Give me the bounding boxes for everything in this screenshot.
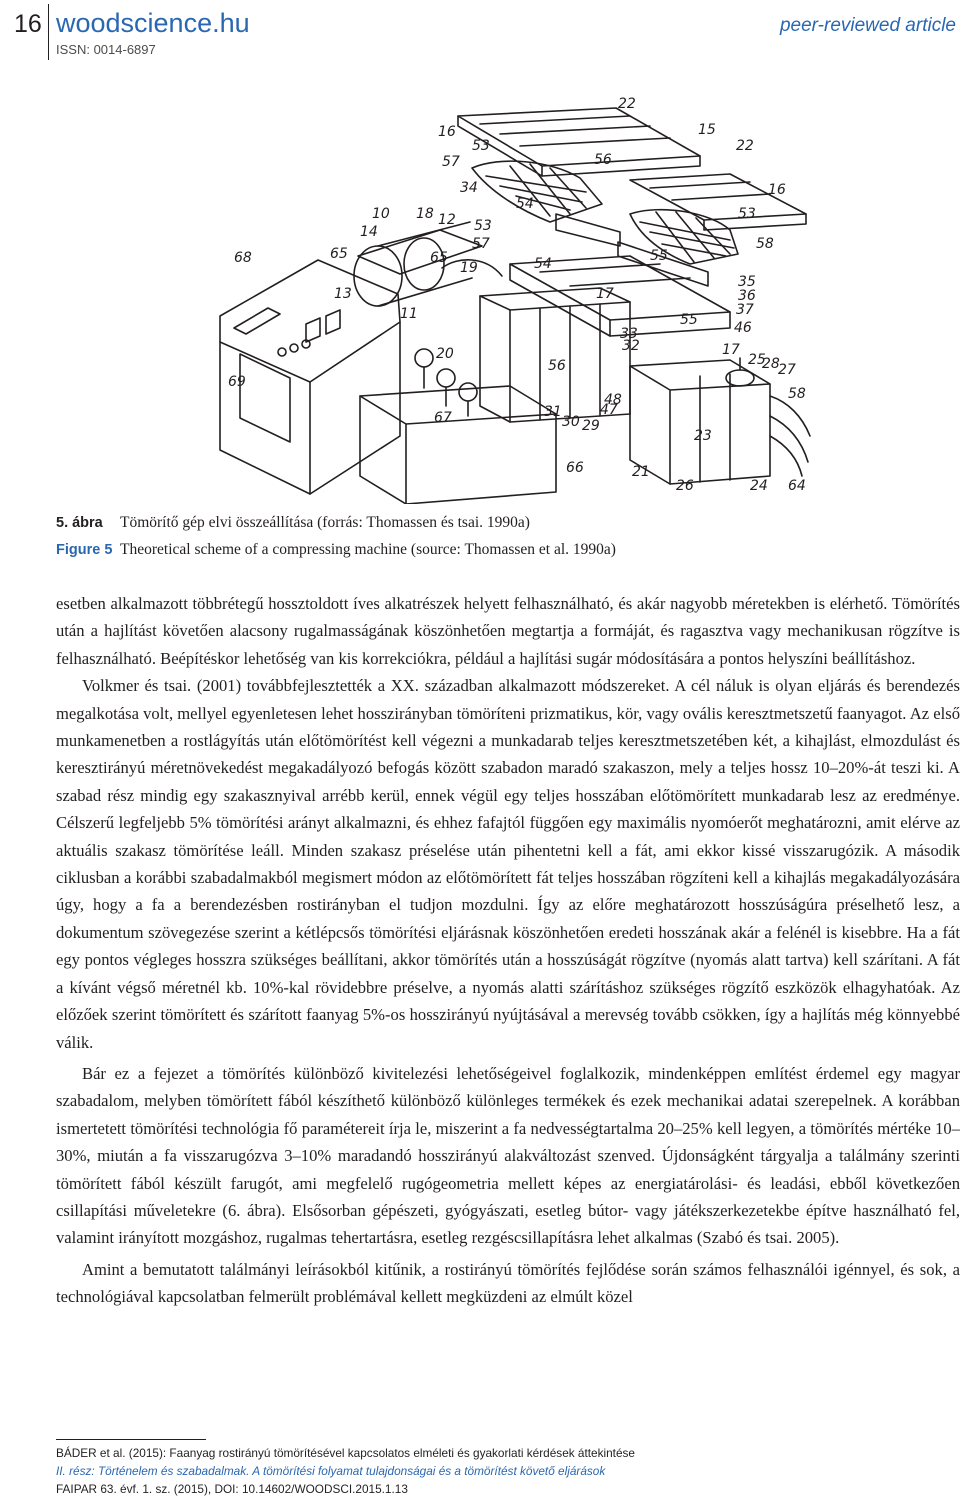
part-label: 57 bbox=[472, 236, 490, 252]
figure-label-hu: 5. ábra bbox=[56, 515, 103, 531]
page-header bbox=[0, 0, 960, 60]
part-label: 27 bbox=[778, 362, 796, 378]
part-label: 55 bbox=[680, 312, 698, 328]
footer-doi[interactable]: FAIPAR 63. évf. 1. sz. (2015), DOI: 10.14602/WOODSCI.2015.1.13 bbox=[56, 1482, 408, 1496]
part-label: 53 bbox=[738, 206, 756, 222]
part-label: 67 bbox=[434, 410, 452, 426]
figure-text-hu: Tömörítő gép elvi összeállítása (forrás: Thomassen és tsai. 1990a) bbox=[120, 514, 530, 531]
part-label: 30 bbox=[562, 414, 580, 430]
part-label: 17 bbox=[722, 342, 740, 358]
part-label: 14 bbox=[360, 224, 378, 240]
part-label: 29 bbox=[582, 418, 600, 434]
part-label: 68 bbox=[234, 250, 252, 266]
part-label: 47 bbox=[600, 402, 618, 418]
part-label: 12 bbox=[438, 212, 456, 228]
part-label: 25 bbox=[748, 352, 766, 368]
part-label: 55 bbox=[650, 248, 668, 264]
part-label: 22 bbox=[618, 96, 636, 112]
part-label: 16 bbox=[768, 182, 786, 198]
part-label: 10 bbox=[372, 206, 390, 222]
figure-caption-hu bbox=[56, 514, 530, 532]
part-label: 56 bbox=[548, 358, 566, 374]
part-label: 32 bbox=[622, 338, 640, 354]
part-label: 46 bbox=[734, 320, 752, 336]
part-label: 19 bbox=[460, 260, 478, 276]
part-label: 54 bbox=[534, 256, 552, 272]
part-label: 69 bbox=[228, 374, 246, 390]
part-label: 22 bbox=[736, 138, 754, 154]
part-label: 66 bbox=[566, 460, 584, 476]
part-label: 24 bbox=[750, 478, 768, 494]
page-number: 16 bbox=[14, 10, 42, 38]
part-label: 31 bbox=[544, 404, 562, 420]
part-label: 53 bbox=[474, 218, 492, 234]
part-label: 16 bbox=[438, 124, 456, 140]
part-label: 33 bbox=[620, 326, 638, 342]
part-label: 26 bbox=[676, 478, 694, 494]
body-text bbox=[56, 590, 960, 1311]
part-label: 18 bbox=[416, 206, 434, 222]
part-label: 37 bbox=[736, 302, 754, 318]
figure-label-en: Figure 5 bbox=[56, 542, 113, 558]
footer-part-title: II. rész: Történelem és szabadalmak. A tömörítési folyamat tulajdonságai és a tömörítést követő eljárások bbox=[56, 1464, 606, 1478]
part-label: 48 bbox=[604, 392, 622, 408]
part-label: 34 bbox=[460, 180, 478, 196]
part-label: 17 bbox=[596, 286, 614, 302]
part-label: 53 bbox=[472, 138, 490, 154]
part-label: 35 bbox=[738, 274, 756, 290]
part-label: 20 bbox=[436, 346, 454, 362]
part-label: 21 bbox=[632, 464, 650, 480]
part-label: 15 bbox=[698, 122, 716, 138]
part-label: 56 bbox=[594, 152, 612, 168]
footer-divider bbox=[56, 1439, 206, 1440]
paragraph-3: Bár ez a fejezet a tömörítés különböző kivitelezési lehetőségeivel foglalkozik, mindenképpen említést érdemel egy magyar szabadalom, melyben tömörített fából készíthető különböző különleges termékek és ezek mechanikai adatai szerepelnek. A korábban ismertetett tömörítési technológia fő paramétereit írja le, miszerint a fa nedvességtartalma 20–25% kell legyen, a tömörítés mértéke 10–30%, miután a fa visszarugózva 3–10% maradandó hosszirányú alakváltozást szenved. Újdonságként tárgyalja a találmány szerinti tömörített fából készült farugót, ami megfelelő rugógeometria mellett képes az energiatárolási- és leadási, ebből következően csillapítási műveletekre (6. ábra). Elsősorban gépészeti, gyógyászati, esetleg bútor- vagy játékszerkezetekbe építve használható fel, valamint irányított mozgáshoz, rugalmas tehertartásra, esetleg rezgéscsillapításra lehet alkalmas (Szabó és tsai. 2005). bbox=[56, 1063, 960, 1248]
part-label: 11 bbox=[400, 306, 418, 322]
paragraph-1: esetben alkalmazott többrétegű hossztoldott íves alkatrészek helyett felhasználható, és akár nagyobb méretekben is elérhető. Tömörítés után a hajlítást követően alacsony rugalmasságának köszönhetően megtartja a formáját, és ragasztva vagy mechanikusan rögzítve is felhasználható. Beépítéskor lehetőség van kis korrekciókra, például a hajlítási sugár módosítására a pontos helyszíni beállításhoz. bbox=[56, 594, 960, 668]
part-label: 65 bbox=[330, 246, 348, 262]
figure-caption-en bbox=[56, 541, 616, 559]
issn: ISSN: 0014-6897 bbox=[56, 42, 156, 57]
part-label: 65 bbox=[430, 250, 448, 266]
part-label: 58 bbox=[788, 386, 806, 402]
paragraph-4: Amint a bemutatott találmányi leírásokból kitűnik, a rostirányú tömörítés fejlődése során számos felhasználói igénnyel, és sok, a technológiával kapcsolatban felmerült problémával kellett megküzdeni az elmúlt közel bbox=[56, 1259, 960, 1307]
article-type: peer-reviewed article bbox=[779, 15, 956, 36]
part-label: 36 bbox=[738, 288, 756, 304]
paragraph-2: Volkmer és tsai. (2001) továbbfejlesztették a XX. században alkalmazott módszereket. A cél náluk is olyan eljárás és berendezés megalkotása volt, mellyel egyenletesen lehet hosszirányban tömöríteni prizmatikus, kör, vagy ovális keresztmetszetű faanyagot. Az első munkamenetben a rostlágyítás után előtömörítést kell végezni a munkadarab teljes keresztmetszetében két, a kihajlást, elmozdulást és keresztirányú méretnövekedést megakadályozó befogás között szabadon maradó szakaszon, mely a teljes hossz 10–20%-át teszi ki. A szabad rész mindig egy szakasznyival arrébb kerül, ennek végül egy teljes hosszában előtömörített munkadarab lesz az eredménye. Célszerű legfeljebb 5% tömörítési arányt alkalmazni, és ehhez fafajtól függően egy maximális nyomóerőt meghatározni, amit elérve az aktuális szakasz tömörítése leáll. Minden szakasz préselése után pihentetni kell a fát, ami ekkor kissé visszarugózik. A második ciklusban a korábbi szabadalmakból megismert módon az előtömörített fát teljes hosszában rögzíteni kell a kihajlás megakadályozására úgy, hogy a fa a berendezésben rostirányban el tudjon mozdulni. Így az előre meghatározott hosszúságúra préselhető lesz, a dokumentum szövegezése szerint a kétlépcsős tömörítési eljárásnak köszönhetően eredeti hosszának akár a felénél is kisebbre. Ha a fát egy pontos végleges hosszra szükséges beállítani, akkor tömörítés után a hosszúságát rögzítve (nyomás alatt tartva) kell szárítani. A fát a kívánt végső méretnél kb. 10%-kal rövidebbre préselve, a nyomás alatti szárításhoz szükséges rögzítő eszközök elhagyhatóak. Az előzőek szerint tömörített és szárított faanyag 5%-os hosszirányú nyújtásával a merevség tovább csökken, így a hajlítás még könnyebbé válik. bbox=[56, 676, 960, 1052]
part-label: 23 bbox=[694, 428, 712, 444]
header-divider bbox=[48, 4, 49, 60]
part-label: 58 bbox=[756, 236, 774, 252]
part-label: 54 bbox=[516, 196, 534, 212]
figure-text-en: Theoretical scheme of a compressing machine (source: Thomassen et al. 1990a) bbox=[120, 541, 616, 558]
part-label: 13 bbox=[334, 286, 352, 302]
journal-site[interactable]: woodscience.hu bbox=[56, 8, 250, 38]
footer-citation: BÁDER et al. (2015): Faanyag rostirányú tömörítésével kapcsolatos elméleti és gyakorlati kérdések áttekintése bbox=[56, 1446, 635, 1460]
part-label: 57 bbox=[442, 154, 460, 170]
page-footer bbox=[56, 1444, 635, 1498]
part-label: 64 bbox=[788, 478, 806, 494]
part-label: 28 bbox=[762, 356, 780, 372]
compressing-machine-drawing bbox=[210, 96, 820, 504]
